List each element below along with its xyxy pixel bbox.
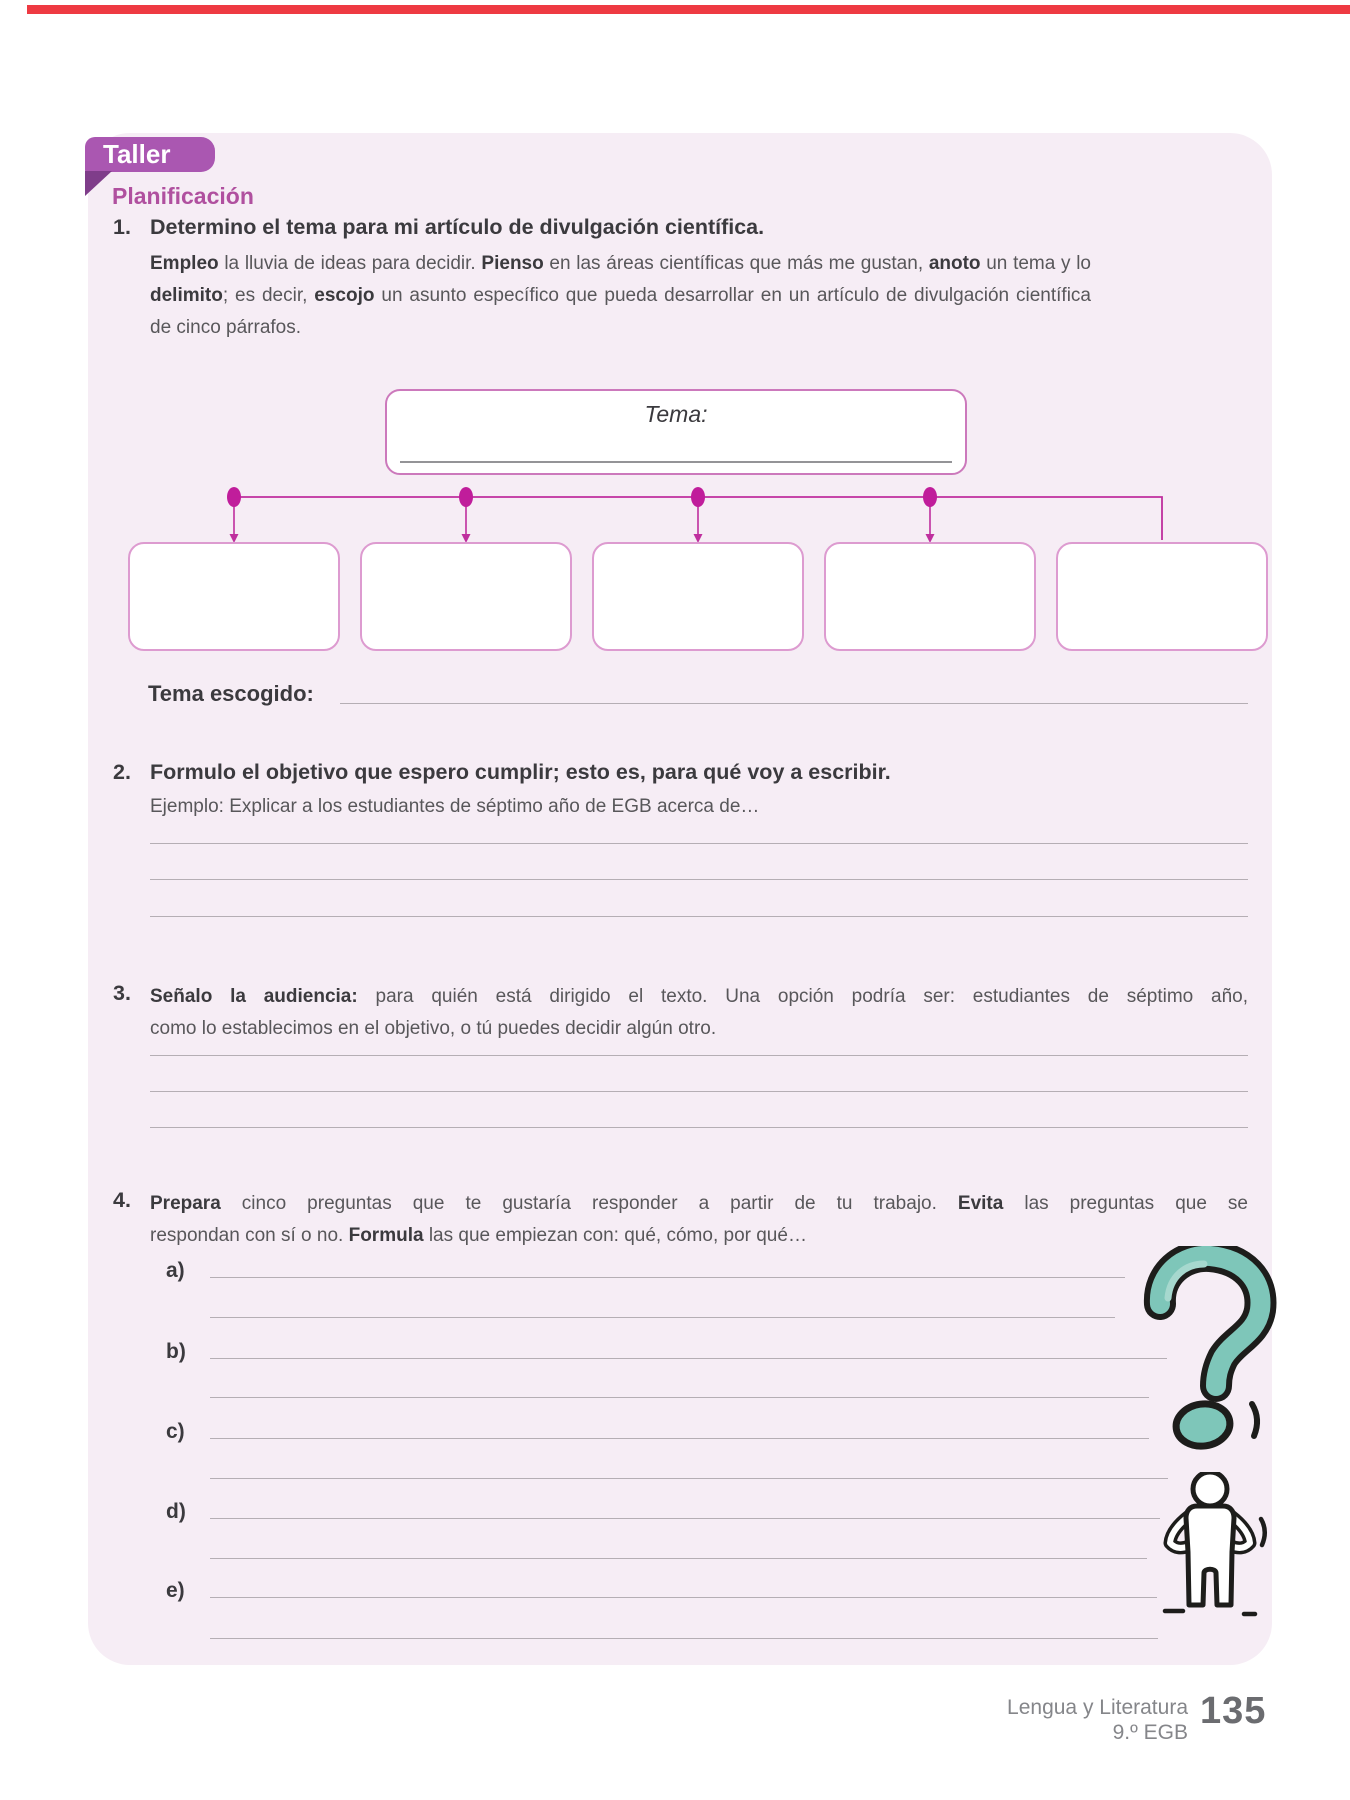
question-b-line-2[interactable] <box>210 1397 1149 1398</box>
question-letter-b: b) <box>166 1340 186 1363</box>
top-accent-bar <box>27 5 1350 14</box>
question-a-line-2[interactable] <box>210 1317 1115 1318</box>
answer-line[interactable] <box>150 843 1248 844</box>
idea-box-5[interactable] <box>1057 543 1267 650</box>
question-a-line[interactable] <box>210 1277 1125 1278</box>
question-c-line[interactable] <box>210 1438 1149 1439</box>
question-d-line-2[interactable] <box>210 1558 1147 1559</box>
answer-line[interactable] <box>150 1055 1248 1056</box>
item-2-number: 2. <box>113 760 131 784</box>
connector-arrowheads <box>230 534 935 543</box>
answer-line[interactable] <box>150 1127 1248 1128</box>
item-4-number: 4. <box>113 1188 131 1212</box>
question-b-line[interactable] <box>210 1358 1167 1359</box>
connector-dot <box>227 487 241 507</box>
footer-subject: Lengua y Literatura <box>1007 1696 1188 1719</box>
question-e-line[interactable] <box>210 1597 1157 1598</box>
answer-line[interactable] <box>150 879 1248 880</box>
taller-badge-label: Taller <box>103 139 171 169</box>
footer-grade: 9.º EGB <box>1112 1721 1188 1744</box>
question-mark-icon <box>1128 1246 1278 1456</box>
idea-box-1[interactable] <box>129 543 339 650</box>
question-c-line-2[interactable] <box>210 1478 1168 1479</box>
item-1-number: 1. <box>113 215 131 239</box>
tema-escogido-line[interactable] <box>340 703 1248 704</box>
question-letter-d: d) <box>166 1500 186 1523</box>
item-2-heading: Formulo el objetivo que espero cumplir; esto es, para qué voy a escribir. <box>150 760 891 784</box>
answer-line[interactable] <box>150 916 1248 917</box>
brainstorm-diagram <box>88 380 1272 665</box>
idea-box-4[interactable] <box>825 543 1035 650</box>
item-4-paragraph: Prepara cinco preguntas que te gustaría responder a partir de tu trabajo. Evita las preguntas que se respondan con sí o no. Formula las que empiezan con: qué, cómo, por qué… <box>150 1193 1248 1246</box>
item-3-number: 3. <box>113 981 131 1005</box>
tema-escogido-label: Tema escogido: <box>148 681 314 706</box>
taller-badge <box>85 137 215 172</box>
question-letter-c: c) <box>166 1420 185 1443</box>
connector-dot <box>691 487 705 507</box>
tema-label: Tema: <box>644 401 708 427</box>
question-e-line-2[interactable] <box>210 1638 1158 1639</box>
item-3-paragraph: Señalo la audiencia: para quién está dirigido el texto. Una opción podría ser: estudiantes de séptimo año, como lo establecimos en el objetivo, o tú puedes decidir algún otro. <box>150 986 1248 1039</box>
person-icon <box>1158 1472 1268 1617</box>
question-letter-e: e) <box>166 1579 185 1602</box>
idea-box-2[interactable] <box>361 543 571 650</box>
question-d-line[interactable] <box>210 1518 1160 1519</box>
page-number: 135 <box>1200 1690 1267 1732</box>
item-1-heading: Determino el tema para mi artículo de divulgación científica. <box>150 215 765 239</box>
item-2-example: Ejemplo: Explicar a los estudiantes de séptimo año de EGB acerca de… <box>150 796 760 817</box>
connector-dot <box>923 487 937 507</box>
question-letter-a: a) <box>166 1259 185 1282</box>
connector-stubs <box>234 497 930 536</box>
idea-box-3[interactable] <box>593 543 803 650</box>
answer-line[interactable] <box>150 1091 1248 1092</box>
connector-dot <box>459 487 473 507</box>
section-title: Planificación <box>112 183 254 209</box>
item-1-paragraph: Empleo la lluvia de ideas para decidir. Pienso en las áreas científicas que más me gustan, anoto un tema y lo delimito; es decir, escojo un asunto específico que pueda desarrollar en un artículo de divulgación científica de cinco párrafos. <box>150 253 1091 338</box>
worksheet-panel <box>88 133 1272 1665</box>
